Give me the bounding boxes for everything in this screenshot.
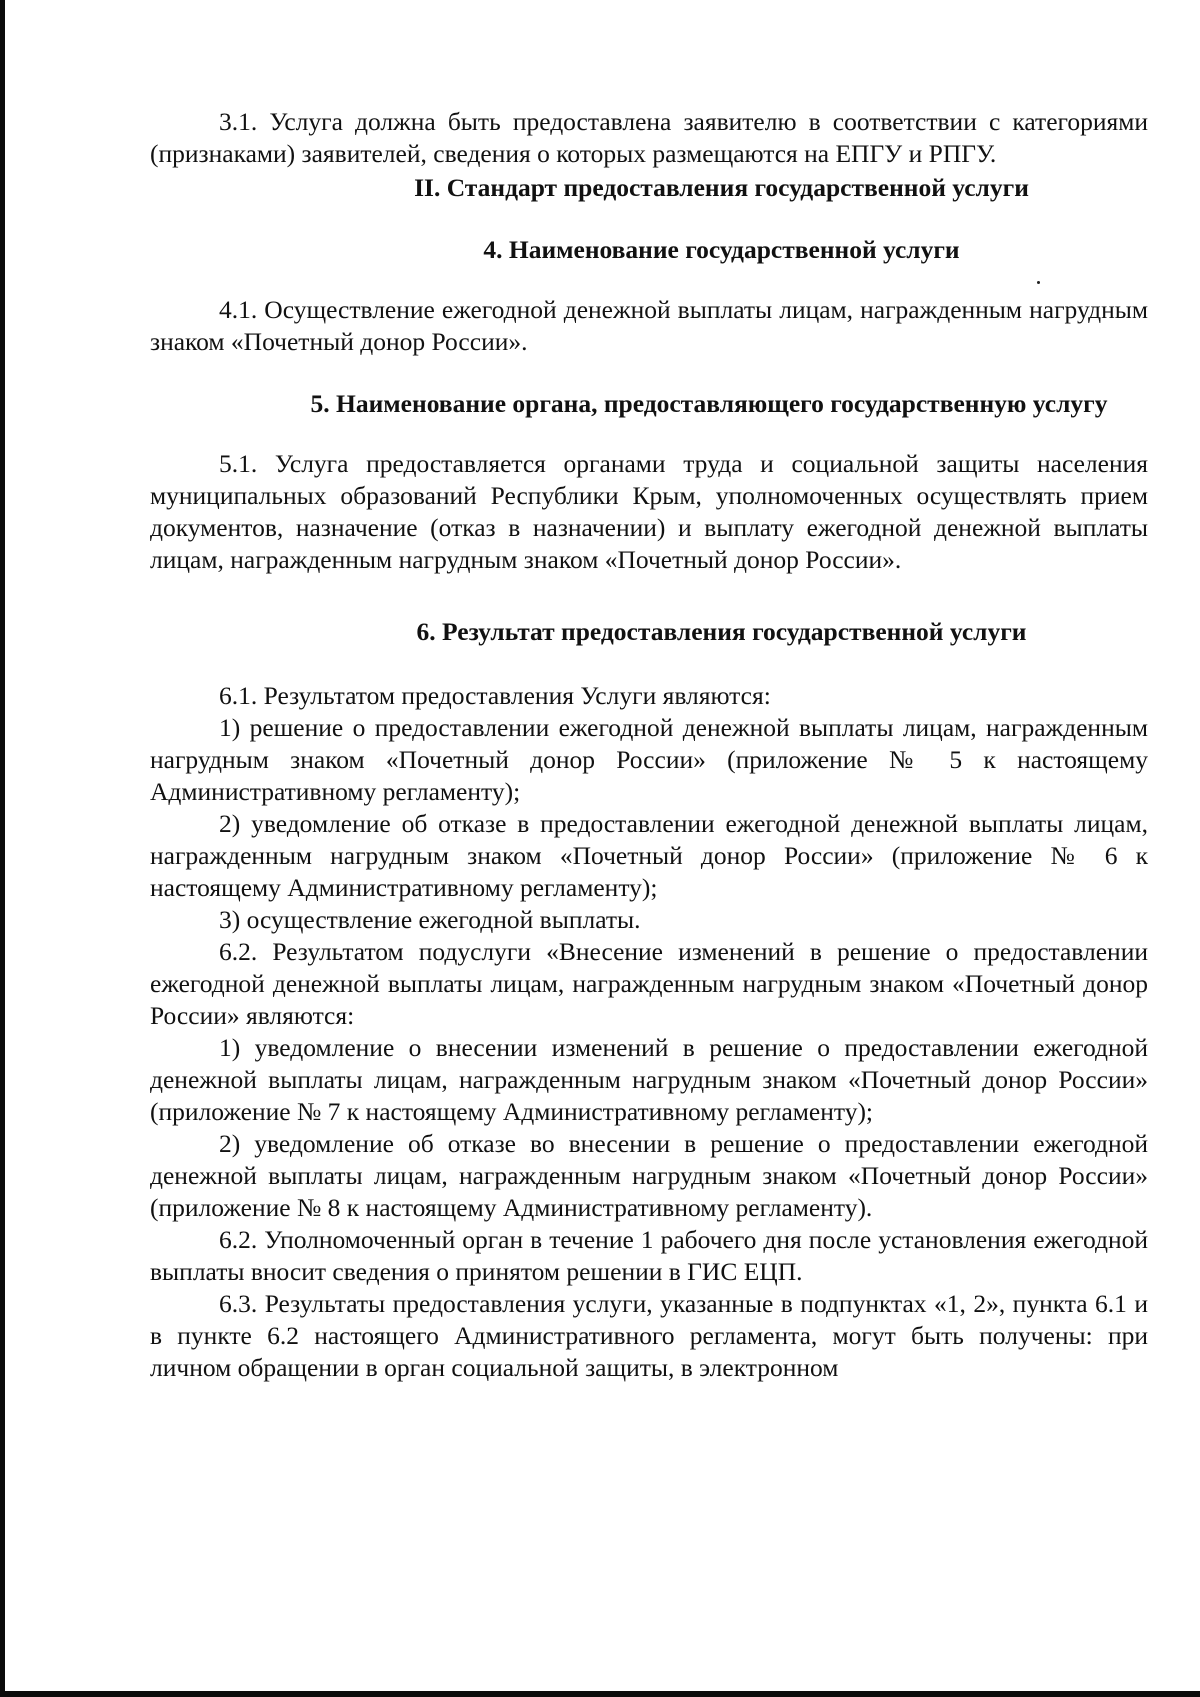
heading-5: 5. Наименование органа, предоставляющего государственную услугу bbox=[310, 389, 1108, 418]
scan-border-left bbox=[0, 0, 5, 1697]
paragraph-6-1: 6.1. Результатом предоставления Услуги являются: bbox=[219, 681, 771, 710]
paragraph-6-2: 6.2. Уполномоченный орган в течение 1 рабочего дня после установления ежегодной выплаты вносит сведения о принятом решении в ГИС ЕЦП. bbox=[150, 1225, 1148, 1286]
paragraph-6-2-subservice-item-1: 1) уведомление о внесении изменений в решение о предоставлении ежегодной денежной выплаты лицам, награжденным нагрудным знаком «Почетный донор России» (приложение № 7 к настоящему Административному регламенту); bbox=[150, 1033, 1148, 1126]
paragraph-5-1: 5.1. Услуга предоставляется органами труда и социальной защиты населения муниципальных образований Республики Крым, уполномоченных осуществлять прием документов, назначение (отказ в назначении) и выплату ежегодной денежной выплаты лицам, награжденным нагрудным знаком «Почетный донор России». bbox=[150, 449, 1148, 574]
scan-border-bottom bbox=[0, 1691, 1200, 1697]
document-page bbox=[150, 106, 1148, 1384]
paragraph-6-2-subservice-item-2: 2) уведомление об отказе во внесении в решение о предоставлении ежегодной денежной выплаты лицам, награжденным нагрудным знаком «Почетный донор России» (приложение № 8 к настоящему Административному регламенту). bbox=[150, 1129, 1148, 1222]
paragraph-6-3: 6.3. Результаты предоставления услуги, указанные в подпунктах «1, 2», пункта 6.1 и в пункте 6.2 настоящего Административного регламента, могут быть получены: при личном обращении в орган социальной защиты, в электронном bbox=[150, 1289, 1148, 1382]
paragraph-6-1-item-1: 1) решение о предоставлении ежегодной денежной выплаты лицам, награжденным нагрудным знаком «Почетный донор России» (приложение № 5 к настоящему Административному регламенту); bbox=[150, 713, 1148, 806]
paragraph-6-1-item-2: 2) уведомление об отказе в предоставлении ежегодной денежной выплаты лицам, награжденным нагрудным знаком «Почетный донор России» (приложение № 6 к настоящему Административному регламенту); bbox=[150, 809, 1148, 902]
paragraph-4-1: 4.1. Осуществление ежегодной денежной выплаты лицам, награжденным нагрудным знаком «Почетный донор России». bbox=[150, 295, 1148, 356]
heading-section-2: II. Стандарт предоставления государственной услуги bbox=[414, 173, 1029, 202]
paragraph-6-2-subservice: 6.2. Результатом подуслуги «Внесение изменений в решение о предоставлении ежегодной денежной выплаты лицам, награжденным нагрудным знаком «Почетный донор России» являются: bbox=[150, 937, 1148, 1030]
heading-6: 6. Результат предоставления государственной услуги bbox=[416, 617, 1027, 646]
heading-4: 4. Наименование государственной услуги bbox=[483, 235, 960, 264]
paragraph-3-1: 3.1. Услуга должна быть предоставлена заявителю в соответствии с категориями (признаками) заявителей, сведения о которых размещаются на ЕПГУ и РПГУ. bbox=[150, 107, 1148, 168]
paragraph-6-1-item-3: 3) осуществление ежегодной выплаты. bbox=[219, 905, 641, 934]
